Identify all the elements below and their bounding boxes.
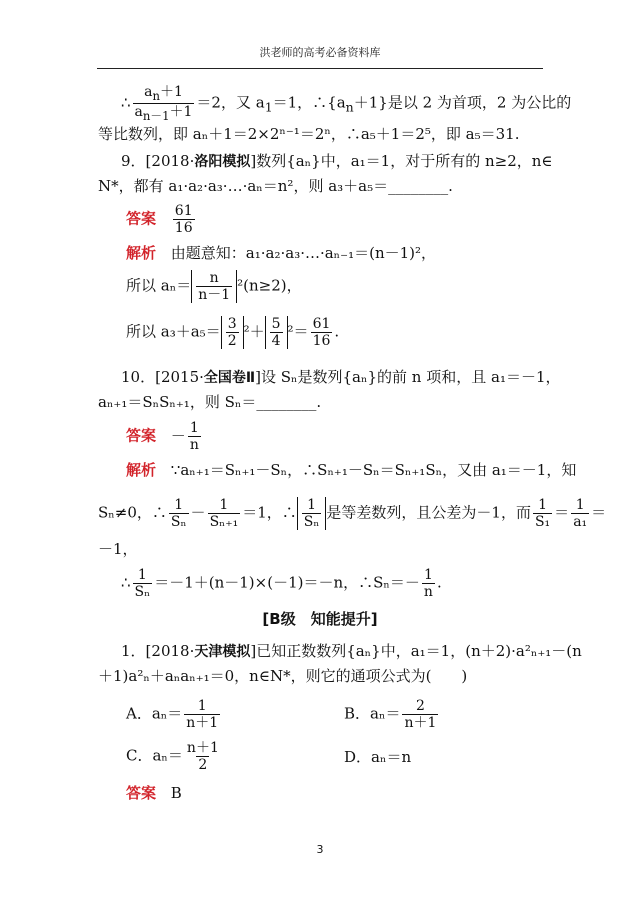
answer-label: 答案	[126, 209, 157, 228]
option-b: B．aₙ＝ $\frac{2}{n+1}$	[344, 698, 437, 732]
question-10: 10．[2015·全国卷Ⅱ]设 Sₙ是数列{aₙ}的前 n 项和，且 a₁＝－1，	[121, 368, 561, 386]
option-d: D．aₙ＝n	[344, 748, 412, 766]
answer-label: 答案	[126, 426, 157, 445]
solution-9: 解析 由题意知：a₁·a₂·a₃·…·aₙ₋₁＝(n－1)²，	[126, 244, 437, 262]
answer-10: 答案 － $\frac{1}{n}$	[126, 420, 199, 454]
question-10-cont: aₙ₊₁＝SₙSₙ₊₁，则 Sₙ＝________.	[98, 393, 322, 411]
question-9: 9．[2018·洛阳模拟]数列{aₙ}中，a₁＝1，对于所有的 n≥2，n∈	[121, 152, 553, 170]
solution-line: ∴ $\frac{1}{\text{Sₙ}}$ ＝－1＋(n－1)×(－1)＝－n，∴Sₙ＝－ $\frac{1}{n}$ .	[121, 567, 442, 601]
question-9-cont: N*，都有 a₁·a₂·a₃·…·aₙ＝n²，则 a₃＋a₅＝________.	[98, 177, 453, 195]
bracket: $\frac{n}{n-1}$	[191, 270, 237, 303]
question-1: 1．[2018·天津模拟]已知正数数列{aₙ}中，a₁＝1，(n＋2)·a²ₙ₊₁－(n	[121, 642, 582, 660]
fraction: $\frac{61}{16}$	[174, 203, 193, 237]
solution-label: 解析	[126, 461, 157, 479]
question-1-cont: ＋1)a²ₙ＋aₙaₙ₊₁＝0，n∈N*，则它的通项公式为( )	[98, 667, 468, 685]
page-number: 3	[316, 843, 324, 856]
solution-line: 所以 a₃＋a₅＝ $\frac{3}{2}$ ²＋ $\frac{5}{4}$ ²＝ $\frac{61}{16}$ .	[126, 316, 340, 350]
solution-line: Sₙ≠0，∴ $\frac{1}{\text{Sₙ}}$ － $\frac{1}{\text{Sₙ₊₁}}$ ＝1，∴ $\frac{1}{\text{Sₙ}}$ 是等差数列，且公差为－1，而 $\frac{1}{\text{S₁}}$ ＝ $\frac{1}{\text{a₁}}$ ＝	[98, 497, 607, 531]
option-c: C．aₙ＝ $\frac{n+1}{2}$	[126, 740, 219, 774]
solution-10: 解析 ∵aₙ₊₁＝Sₙ₊₁－Sₙ，∴Sₙ₊₁－Sₙ＝Sₙ₊₁Sₙ，又由 a₁＝－1，知	[126, 461, 577, 479]
solution-line: －1，	[98, 540, 138, 558]
page-header: 洪老师的高考必备资料库	[259, 46, 381, 59]
solution-line: 等比数列，即 aₙ＋1＝2×2ⁿ⁻¹＝2ⁿ，∴a₅＋1＝2⁵，即 a₅＝31.	[98, 125, 520, 143]
answer-label: 答案	[126, 784, 157, 802]
answer-1: 答案 B	[126, 784, 182, 802]
answer-9	[126, 203, 197, 236]
option-a: A．aₙ＝ $\frac{1}{n+1}$	[126, 698, 219, 732]
fraction: $\frac{a_n+1}{a_{n-1}+1}$	[134, 84, 193, 124]
solution-line: 所以 aₙ＝ $\frac{n}{n-1}$ ²(n≥2)，	[126, 270, 302, 304]
header-rule	[97, 68, 543, 69]
section-heading: [B级 知能提升]	[262, 610, 378, 628]
solution-line: ∴ $\frac{a_n+1}{a_{n-1}+1}$ ＝2，又 $a_1=1$，$\therefore\{a_n+1\}$是以 2 为首项，2 为公比的	[121, 84, 572, 124]
solution-label: 解析	[126, 244, 157, 262]
